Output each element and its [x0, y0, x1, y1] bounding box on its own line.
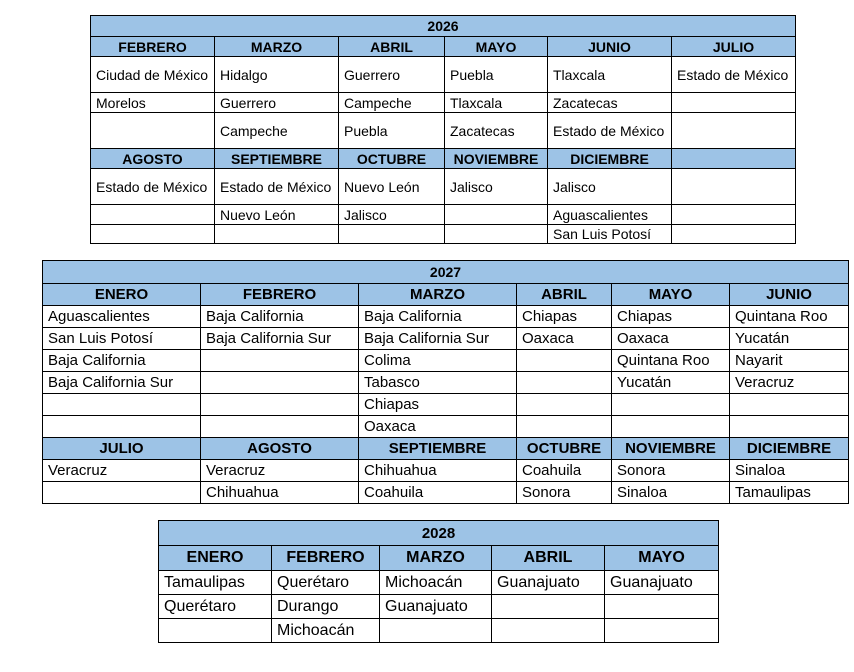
state-cell — [445, 205, 548, 225]
state-cell: Guanajuato — [605, 571, 719, 595]
state-cell: Chihuahua — [359, 460, 517, 482]
state-cell: Oaxaca — [612, 328, 730, 350]
month-header: FEBRERO — [201, 284, 359, 306]
month-header: MARZO — [380, 546, 492, 571]
table-row — [91, 205, 796, 225]
state-cell: Chiapas — [517, 306, 612, 328]
state-cell: Yucatán — [612, 372, 730, 394]
table-row — [91, 93, 796, 113]
state-cell: Sonora — [612, 460, 730, 482]
state-cell: Morelos — [91, 93, 215, 113]
state-cell: Quintana Roo — [612, 350, 730, 372]
month-header: AGOSTO — [201, 438, 359, 460]
state-cell: Tlaxcala — [445, 93, 548, 113]
state-cell: Chiapas — [359, 394, 517, 416]
state-cell: Estado de México — [91, 169, 215, 205]
state-cell: Tamaulipas — [159, 571, 272, 595]
table-row — [43, 482, 849, 504]
state-cell: Oaxaca — [359, 416, 517, 438]
state-cell: Querétaro — [159, 595, 272, 619]
state-cell: Baja California — [201, 306, 359, 328]
state-cell: Nayarit — [730, 350, 849, 372]
state-cell: Tabasco — [359, 372, 517, 394]
state-cell — [43, 482, 201, 504]
state-cell — [43, 416, 201, 438]
state-cell — [612, 394, 730, 416]
state-cell: Jalisco — [339, 205, 445, 225]
month-header: JUNIO — [548, 37, 672, 57]
state-cell — [517, 350, 612, 372]
table-row — [91, 57, 796, 93]
month-header: ENERO — [159, 546, 272, 571]
state-cell — [201, 394, 359, 416]
state-cell: Baja California Sur — [43, 372, 201, 394]
state-cell: Colima — [359, 350, 517, 372]
state-cell — [215, 225, 339, 244]
table-row — [43, 350, 849, 372]
month-header: SEPTIEMBRE — [359, 438, 517, 460]
state-cell: San Luis Potosí — [548, 225, 672, 244]
month-header: JUNIO — [730, 284, 849, 306]
state-cell: Baja California Sur — [201, 328, 359, 350]
state-cell: Guanajuato — [492, 571, 605, 595]
schedule-table-2027 — [42, 260, 849, 504]
table-row — [91, 113, 796, 149]
state-cell — [91, 225, 215, 244]
schedule-table-2026 — [90, 15, 796, 244]
table-row — [91, 169, 796, 205]
state-cell: Querétaro — [272, 571, 380, 595]
state-cell: Veracruz — [43, 460, 201, 482]
state-cell: Tlaxcala — [548, 57, 672, 93]
state-cell — [492, 619, 605, 643]
state-cell: Puebla — [339, 113, 445, 149]
state-cell: Chiapas — [612, 306, 730, 328]
state-cell — [445, 225, 548, 244]
month-header — [672, 149, 796, 169]
month-header: JULIO — [672, 37, 796, 57]
month-header: OCTUBRE — [339, 149, 445, 169]
month-header: DICIEMBRE — [548, 149, 672, 169]
state-cell: Coahuila — [359, 482, 517, 504]
state-cell — [672, 93, 796, 113]
month-header: MARZO — [215, 37, 339, 57]
state-cell: Baja California — [359, 306, 517, 328]
state-cell — [517, 372, 612, 394]
state-cell: Aguascalientes — [548, 205, 672, 225]
month-header: ABRIL — [339, 37, 445, 57]
month-header: OCTUBRE — [517, 438, 612, 460]
state-cell — [91, 205, 215, 225]
table-row — [43, 416, 849, 438]
state-cell: Estado de México — [672, 57, 796, 93]
state-cell: Nuevo León — [339, 169, 445, 205]
state-cell: Hidalgo — [215, 57, 339, 93]
month-header: DICIEMBRE — [730, 438, 849, 460]
state-cell — [517, 416, 612, 438]
state-cell: Sinaloa — [730, 460, 849, 482]
state-cell — [517, 394, 612, 416]
state-cell — [339, 225, 445, 244]
state-cell: Jalisco — [445, 169, 548, 205]
state-cell: Baja California Sur — [359, 328, 517, 350]
state-cell: Oaxaca — [517, 328, 612, 350]
state-cell: Campeche — [215, 113, 339, 149]
state-cell — [201, 372, 359, 394]
state-cell — [201, 416, 359, 438]
state-cell: Baja California — [43, 350, 201, 372]
month-header: JULIO — [43, 438, 201, 460]
state-cell: Quintana Roo — [730, 306, 849, 328]
state-cell: Ciudad de México — [91, 57, 215, 93]
state-cell — [672, 225, 796, 244]
state-cell: Guerrero — [339, 57, 445, 93]
state-cell: Sonora — [517, 482, 612, 504]
month-header: NOVIEMBRE — [445, 149, 548, 169]
year-header: 2027 — [43, 261, 849, 284]
state-cell: Aguascalientes — [43, 306, 201, 328]
state-cell: Chihuahua — [201, 482, 359, 504]
state-cell: Michoacán — [272, 619, 380, 643]
state-cell — [672, 205, 796, 225]
state-cell — [612, 416, 730, 438]
state-cell — [201, 350, 359, 372]
state-cell: San Luis Potosí — [43, 328, 201, 350]
month-header: SEPTIEMBRE — [215, 149, 339, 169]
state-cell — [672, 169, 796, 205]
state-cell: Veracruz — [730, 372, 849, 394]
state-cell: Guerrero — [215, 93, 339, 113]
month-header: ABRIL — [517, 284, 612, 306]
state-cell: Coahuila — [517, 460, 612, 482]
month-header: MARZO — [359, 284, 517, 306]
table-row — [43, 460, 849, 482]
month-header: ENERO — [43, 284, 201, 306]
state-cell — [380, 619, 492, 643]
state-cell — [730, 416, 849, 438]
state-cell: Durango — [272, 595, 380, 619]
schedule-table-2028 — [158, 520, 719, 643]
year-header: 2028 — [159, 521, 719, 546]
table-row — [159, 571, 719, 595]
month-header: ABRIL — [492, 546, 605, 571]
state-cell: Estado de México — [215, 169, 339, 205]
month-header: FEBRERO — [91, 37, 215, 57]
state-cell: Puebla — [445, 57, 548, 93]
state-cell — [672, 113, 796, 149]
table-row — [159, 619, 719, 643]
state-cell: Estado de México — [548, 113, 672, 149]
month-header: AGOSTO — [91, 149, 215, 169]
month-header: FEBRERO — [272, 546, 380, 571]
table-row — [43, 372, 849, 394]
month-header: MAYO — [445, 37, 548, 57]
state-cell: Michoacán — [380, 571, 492, 595]
table-row — [43, 306, 849, 328]
state-cell: Jalisco — [548, 169, 672, 205]
state-cell: Zacatecas — [445, 113, 548, 149]
state-cell: Nuevo León — [215, 205, 339, 225]
state-cell: Tamaulipas — [730, 482, 849, 504]
state-cell — [159, 619, 272, 643]
state-cell — [605, 619, 719, 643]
table-row — [43, 328, 849, 350]
table-row — [43, 394, 849, 416]
state-cell — [91, 113, 215, 149]
month-header: MAYO — [612, 284, 730, 306]
month-header: NOVIEMBRE — [612, 438, 730, 460]
state-cell: Guanajuato — [380, 595, 492, 619]
state-cell: Zacatecas — [548, 93, 672, 113]
year-header: 2026 — [91, 16, 796, 37]
state-cell — [492, 595, 605, 619]
state-cell: Sinaloa — [612, 482, 730, 504]
state-cell: Veracruz — [201, 460, 359, 482]
table-row — [91, 225, 796, 244]
month-header: MAYO — [605, 546, 719, 571]
state-cell — [605, 595, 719, 619]
table-row — [159, 595, 719, 619]
state-cell — [730, 394, 849, 416]
state-cell: Yucatán — [730, 328, 849, 350]
state-cell: Campeche — [339, 93, 445, 113]
state-cell — [43, 394, 201, 416]
